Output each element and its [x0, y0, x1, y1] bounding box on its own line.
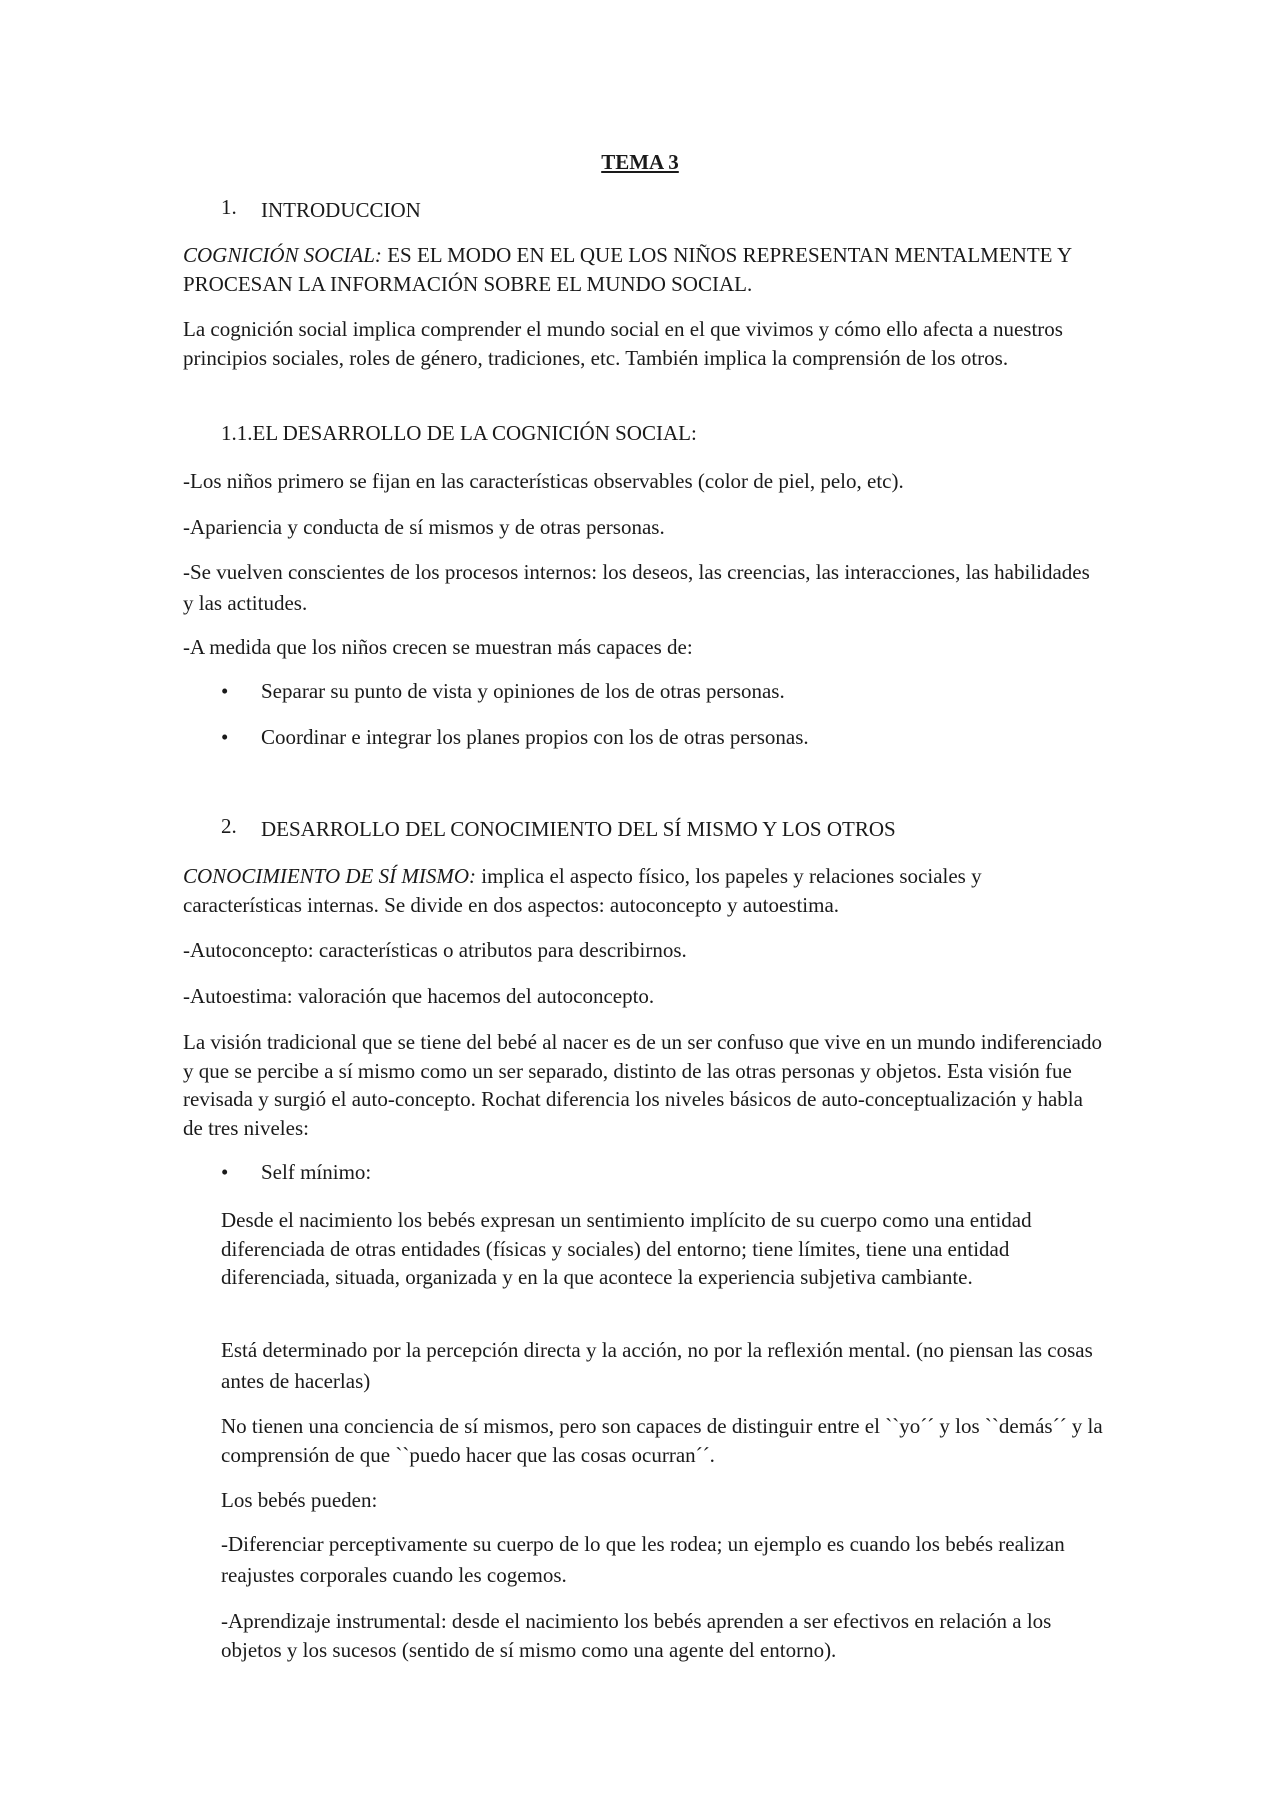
- paragraph-self-esteem: -Autoestima: valoración que hacemos del autoconcepto.: [183, 984, 655, 1008]
- list-item: [221, 725, 809, 750]
- paragraph-observable: -Los niños primero se fijan en las características observables (color de piel, pelo, etc).: [183, 469, 904, 493]
- paragraph-internal-processes: -Se vuelven conscientes de los procesos internos: los deseos, las creencias, las interacciones, las habilidades y las actitudes.: [183, 560, 1090, 615]
- section-2-label: DESARROLLO DEL CONOCIMIENTO DEL SÍ MISMO Y LOS OTROS: [261, 817, 896, 841]
- definition-social-cognition: [183, 241, 1103, 298]
- paragraph-perception-action: Está determinado por la percepción directa y la acción, no por la reflexión mental. (no piensan las cosas antes de hacerlas): [221, 1338, 1093, 1393]
- paragraph-self-concept: -Autoconcepto: características o atributos para describirnos.: [183, 938, 687, 962]
- paragraph-babies-can: Los bebés pueden:: [221, 1488, 378, 1512]
- section-1-heading: [221, 195, 421, 223]
- list-item-text: Coordinar e integrar los planes propios con los de otras personas.: [261, 725, 809, 749]
- list-item: [221, 1160, 371, 1185]
- paragraph-differentiate: -Diferenciar perceptivamente su cuerpo de lo que les rodea; un ejemplo es cuando los bebés realizan reajustes corporales cuando les cogemos.: [221, 1532, 1065, 1587]
- section-1-label: INTRODUCCION: [261, 198, 421, 222]
- definition-term: COGNICIÓN SOCIAL:: [183, 243, 382, 267]
- definition-text: implica el aspecto físico, los papeles y relaciones sociales y características internas. Se divide en dos aspectos: autoconcepto y autoestima.: [183, 864, 982, 917]
- section-1-1-heading: 1.1.EL DESARROLLO DE LA COGNICIÓN SOCIAL:: [221, 421, 697, 445]
- paragraph-traditional-view: La visión tradicional que se tiene del bebé al nacer es de un ser confuso que vive en un mundo indiferenciado y que se percibe a sí mismo como un ser separado, distinto de las otras personas y objetos. Esta visión fue revisada y surgió el auto-concepto. Rochat diferencia los niveles básicos de auto-conceptualización y habla de tres niveles:: [183, 1030, 1103, 1140]
- bullet-marker: •: [221, 1160, 229, 1184]
- section-2-heading: [221, 814, 896, 842]
- list-item-text: Separar su punto de vista y opiniones de los de otras personas.: [261, 679, 785, 703]
- bullet-marker: •: [221, 679, 229, 703]
- paragraph-minimal-self: Desde el nacimiento los bebés expresan un sentimiento implícito de su cuerpo como una entidad diferenciada de otras entidades (físicas y sociales) del entorno; tiene límites, tiene una entidad diferenciada, situada, organizada y en la que acontece la experiencia subjetiva cambiante.: [221, 1208, 1032, 1289]
- paragraph-capabilities: -A medida que los niños crecen se muestran más capaces de:: [183, 635, 693, 659]
- definition-term: CONOCIMIENTO DE SÍ MISMO:: [183, 864, 477, 888]
- paragraph-self-awareness: No tienen una conciencia de sí mismos, pero son capaces de distinguir entre el ``yo´´ y los ``demás´´ y la comprensión de que ``puedo hacer que las cosas ocurran´´.: [221, 1414, 1103, 1467]
- paragraph-appearance: -Apariencia y conducta de sí mismos y de otras personas.: [183, 515, 665, 539]
- list-item: [221, 679, 785, 704]
- section-2-number: 2.: [221, 814, 237, 838]
- bullet-marker: •: [221, 725, 229, 749]
- definition-text: ES EL MODO EN EL QUE LOS NIÑOS REPRESENTAN MENTALMENTE Y PROCESAN LA INFORMACIÓN SOBRE EL MUNDO SOCIAL.: [183, 243, 1072, 296]
- paragraph-social-cognition: La cognición social implica comprender el mundo social en el que vivimos y cómo ello afecta a nuestros principios sociales, roles de género, tradiciones, etc. También implica la comprensión de los otros.: [183, 317, 1063, 370]
- page-title: TEMA 3: [601, 150, 679, 174]
- list-item-text: Self mínimo:: [261, 1160, 372, 1184]
- paragraph-instrumental-learning: -Aprendizaje instrumental: desde el nacimiento los bebés aprenden a ser efectivos en relación a los objetos y los sucesos (sentido de sí mismo como una agente del entorno).: [221, 1609, 1052, 1662]
- section-1-number: 1.: [221, 195, 237, 219]
- definition-self-knowledge: [183, 862, 1103, 919]
